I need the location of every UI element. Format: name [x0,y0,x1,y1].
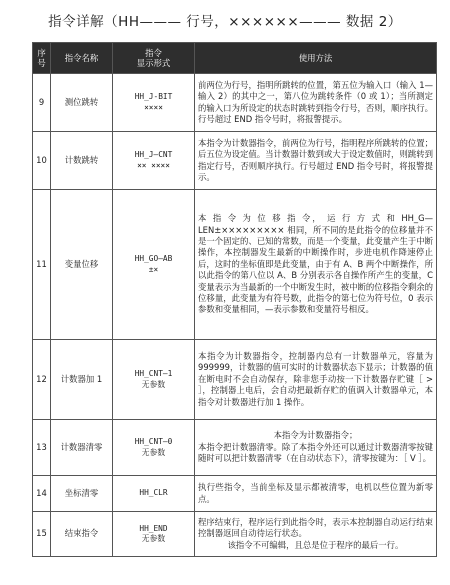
instruction-name: 测位跳转 [51,74,113,132]
row-number: 10 [33,132,51,190]
instruction-name: 计数跳转 [51,132,113,190]
row-number: 15 [33,512,51,557]
table-header-row [33,43,437,74]
instruction-name: 结束指令 [51,512,113,557]
instruction-usage: 前两位为行号，指明所跳转的位置，第五位为输入口（输入 1—输入 2）的其中之一，第八位为跳转条件（0 或 1）；当所测定的输入口为所设定的状态时跳转到指令行号，否则，顺序执行。行号超过 END 指令号时，将报警提示。 [195,74,437,132]
instruction-usage: 本 指 令 为 位 移 指 令， 运 行 方 式 和 HH_G—LEN±××××××××× 相同，所不同的是此指令的位移量并不是一个固定的、已知的常数，而是一个变量，此变量产生于中断操作，本控制器发生最新的中断操作时，步进电机作降速停止后，这时的坐标值即是此变量，由于有 A、B 两个中断操作，所以此指令的第八位以 A、B 分别表示各自操作所产生的变量，C 变量表示为当最新的一个中断发生时，被中断的位移指令剩余的位移量，此变量为有符号数，此指令的第七位为符号位，0 表示参数和变量相同，—表示参数和变量符号相反。 [195,190,437,340]
table-row [33,190,437,340]
row-number: 9 [33,74,51,132]
header-name: 指令名称 [51,43,113,74]
row-number: 12 [33,340,51,420]
instruction-name: 计数器加 1 [51,340,113,420]
instruction-format: HH_CLR [113,476,195,512]
table-row [33,340,437,420]
instruction-name: 坐标清零 [51,476,113,512]
instruction-usage: 执行些指令，当前坐标及显示都被清零，电机以些位置为新零点。 [195,476,437,512]
table-row [33,476,437,512]
header-format: 指令 显示形式 [113,43,195,74]
instruction-usage: 本指令为计数器指令，前两位为行号，指明程序所跳转的位置；后五位为设定值。当计数器计数到或大于设定数值时，则跳转到指定行号，否则顺序执行。行号超过 END 指令号时，将报警提示。 [195,132,437,190]
row-number: 11 [33,190,51,340]
table-row [33,512,437,557]
instruction-format: HH_J-BIT ×××× [113,74,195,132]
table-row [33,74,437,132]
row-number: 13 [33,420,51,476]
instruction-format: HH_END 无参数 [113,512,195,557]
instruction-usage: 本指令为计数器指令； 本指令把计数器清零。除了本指令外还可以通过计数器清零按键随时可以把计数器清零（在自动状态下），清零按键为：［ V ］。 [195,420,437,476]
table-row [33,420,437,476]
instruction-format: HH_CNT—1 无参数 [113,340,195,420]
instruction-usage: 程序结束行，程序运行到此指令时，表示本控制器自动运行结束控制器返回自动待运行状态。 该指令不可编辑，且总是位于程序的最后一行。 [195,512,437,557]
header-usage: 使用方法 [195,43,437,74]
page-title: 指令详解（HH——— 行号，××××××——— 数据 2） [48,14,402,30]
instruction-format: HH_J—CNT ×× ×××× [113,132,195,190]
instruction-table [32,42,437,557]
row-number: 14 [33,476,51,512]
instruction-format: HH_CNT—0 无参数 [113,420,195,476]
instruction-format: HH_GO—AB ±× [113,190,195,340]
instruction-name: 变量位移 [51,190,113,340]
instruction-name: 计数器清零 [51,420,113,476]
instruction-usage: 本指令为计数器指令，控制器内总有一计数器单元，容量为 999999，计数器的值可实时的计数器状态下显示；计数器的值在断电时不会自动保存，除非您手动按一下计数器存贮键［ > ］，控制器上电后，会自动把最新存贮的值调入计数器单元，本指令对计数器进行加 1 操作。 [195,340,437,420]
header-no: 序 号 [33,43,51,74]
table-row [33,132,437,190]
